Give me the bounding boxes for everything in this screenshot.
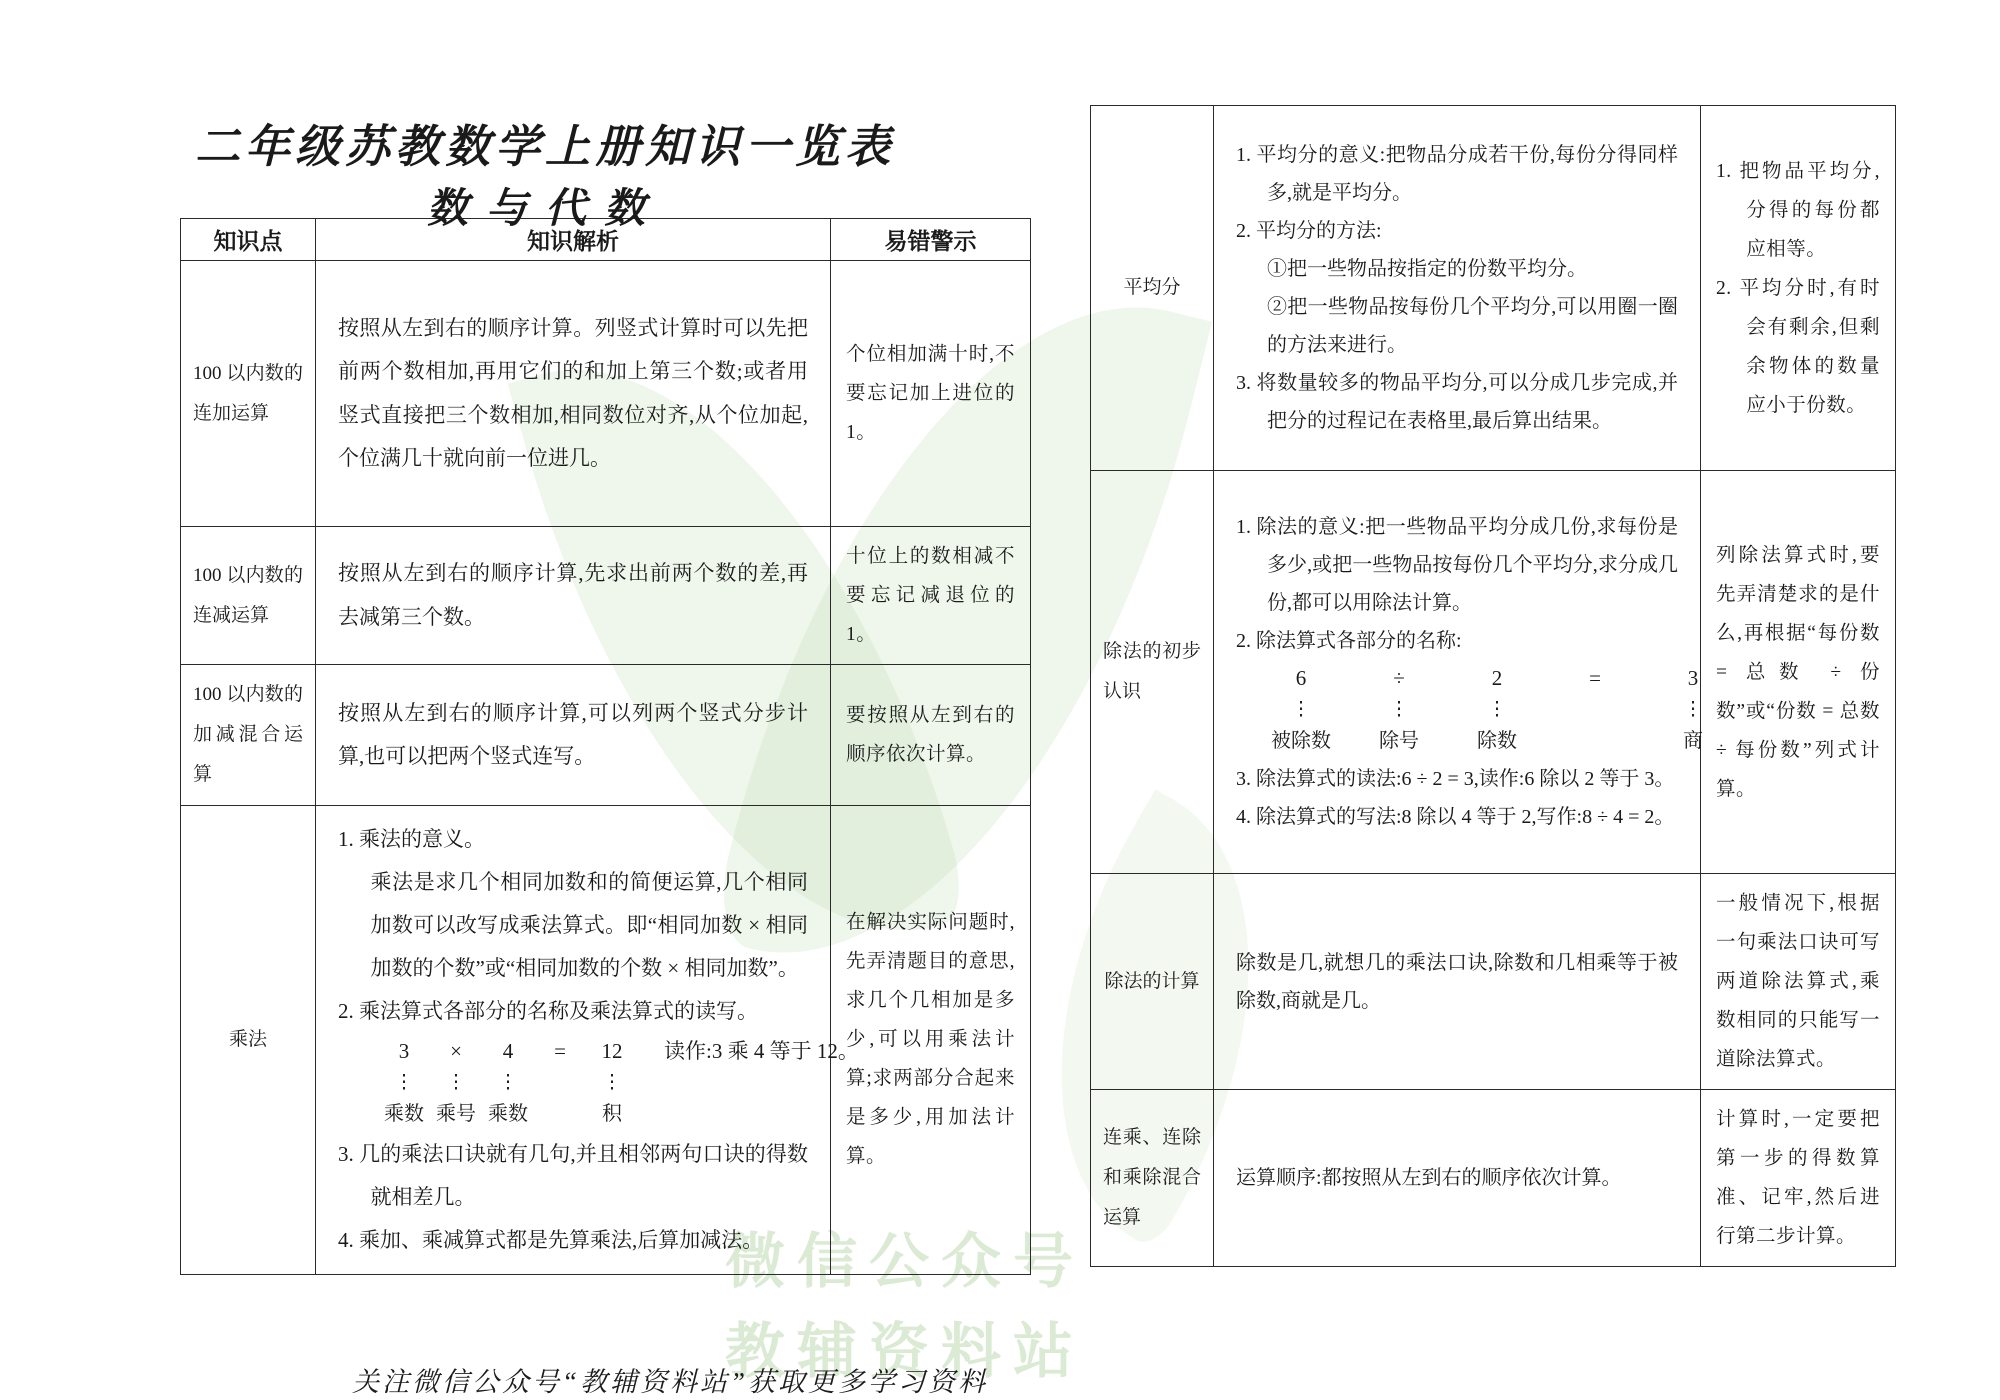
analysis-cell [316,527,831,665]
watermark-text-line2: 教辅资料站 [725,1318,1085,1385]
analysis-cell [1214,106,1701,471]
term-label: 除数 [1477,730,1517,753]
text-line: 1. 平均分的意义:把物品分成若干份,每份分得同样多,就是平均分。 [1236,144,1678,204]
ellipsis-connector: ⋮ [1487,698,1507,720]
table-row [181,261,1031,527]
equation-diagram [378,1035,859,1131]
point-cell: 乘法 [181,805,316,1274]
ellipsis-connector: ⋮ [1683,698,1703,720]
table-row [181,805,1031,1274]
text-line: 按照从左到右的顺序计算,先求出前两个数的差,再去减第三个数。 [338,561,808,629]
equation-column [378,1035,430,1131]
equation-term: = [1589,665,1601,690]
text-line: 3. 将数量较多的物品平均分,可以分成几步完成,并把分的过程记在表格里,最后算出结果。 [1236,372,1678,432]
text-line: 要按照从左到右的顺序依次计算。 [846,704,1015,765]
watermark-text-line1: 微信公众号 [725,1228,1085,1295]
column-header: 易错警示 [831,219,1031,261]
ellipsis-connector: ⋮ [446,1071,466,1093]
table-row [1091,106,1896,471]
term-label: 商 [1683,730,1703,753]
text-line: 运算顺序:都按照从左到右的顺序依次计算。 [1236,1167,1622,1189]
text-line: 2. 除法算式各部分的名称: [1236,629,1462,652]
term-label: 乘数 [384,1103,424,1125]
column-header: 知识解析 [316,219,831,261]
text-line: 2. 乘法算式各部分的名称及乘法算式的读写。 [338,998,758,1023]
text-line: ①把一些物品按指定的份数平均分。 [1267,258,1587,280]
warning-cell [831,665,1031,806]
analysis-cell [1214,471,1701,874]
text-line: 列除法算式时,要先弄清楚求的是什么,再根据“每份数 = 总数 ÷ 份数”或“份数 = 总数 ÷ 每份数”列式计算。 [1716,544,1880,800]
text-line: 一般情况下,根据一句乘法口诀可写两道除法算式,乘数相同的只能写一道除法算式。 [1716,893,1880,1070]
point-cell: 100 以内数的连加运算 [181,261,316,527]
point-cell: 除法的计算 [1091,874,1214,1090]
point-cell: 100 以内数的加减混合运算 [181,665,316,806]
table-row [181,665,1031,806]
equation-note: 读作:3 乘 4 等于 12。 [664,1038,859,1063]
table-row [181,527,1031,665]
text-line: 3. 除法算式的读法:6 ÷ 2 = 3,读作:6 除以 2 等于 3。 [1236,768,1675,791]
equation-column [1546,662,1644,724]
ellipsis-connector: ⋮ [394,1071,414,1093]
term-label: 被除数 [1271,730,1331,753]
equation-column [586,1035,638,1131]
knowledge-table-right [1090,105,1896,1267]
ellipsis-connector: ⋮ [602,1071,622,1093]
equation-diagram [1252,662,1703,758]
equation-term: 4 [502,1038,514,1063]
equation-term: 2 [1491,665,1503,690]
text-line: 在解决实际问题时,先弄清题目的意思,求几个几相加是多少,可以用乘法计算;求两部分合起来是多少,用加法计算。 [846,912,1015,1168]
point-cell: 平均分 [1091,106,1214,471]
equation-term: 3 [398,1038,410,1063]
warning-cell [831,261,1031,527]
equation-term: ÷ [1393,665,1405,690]
point-cell: 连乘、连除和乘除混合运算 [1091,1090,1214,1267]
equation-term: 6 [1295,665,1307,690]
warning-cell [831,527,1031,665]
equation-term: 12 [601,1038,623,1063]
text-line: 3. 几的乘法口诀就有几句,并且相邻两句口诀的得数就相差几。 [338,1142,808,1210]
equation-term: = [554,1038,566,1063]
equation-column [534,1035,586,1097]
warning-cell [1701,874,1896,1090]
equation-column [1350,662,1448,758]
term-label: 积 [602,1103,622,1125]
analysis-cell [1214,874,1701,1090]
text-line: 计算时,一定要把第一步的得数算准、记牢,然后进行第二步计算。 [1716,1109,1880,1247]
equation-term: 3 [1687,665,1699,690]
section-title: 数与代数 [427,185,663,231]
warning-cell [831,805,1031,1274]
equation-column [1252,662,1350,758]
text-line: 4. 除法算式的写法:8 除以 4 等于 2,写作:8 ÷ 4 = 2。 [1236,806,1675,829]
text-line: 乘法是求几个相同加数和的简便运算,几个相同加数可以改写成乘法算式。即“相同加数 × 相同加数的个数”或“相同加数的个数 × 相同加数”。 [370,869,808,980]
analysis-cell [316,261,831,527]
equation-column [482,1035,534,1131]
analysis-cell [316,665,831,806]
equation-term: × [450,1038,462,1063]
text-line: 1. 乘法的意义。 [338,826,485,851]
term-label: 除号 [1379,730,1419,753]
table-row [1091,1090,1896,1267]
term-label: 乘数 [488,1103,528,1125]
ellipsis-connector: ⋮ [1291,698,1311,720]
column-header: 知识点 [181,219,316,261]
text-line: 除数是几,就想几的乘法口诀,除数和几相乘等于被除数,商就是几。 [1236,951,1678,1012]
table-row [1091,471,1896,874]
text-line: ②把一些物品按每份几个平均分,可以用圈一圈的方法来进行。 [1267,296,1678,356]
text-line: 个位相加满十时,不要忘记加上进位的1。 [846,344,1015,443]
text-line: 1. 把物品平均分,分得的每份都应相等。 [1716,160,1880,260]
point-cell: 100 以内数的连减运算 [181,527,316,665]
table-row [1091,874,1896,1090]
text-line: 按照从左到右的顺序计算。列竖式计算时可以先把前两个数相加,再用它们的和加上第三个数;或者用竖式直接把三个数相加,相同数位对齐,从个位加起,个位满几十就向前一位进几。 [338,316,808,470]
text-line: 4. 乘加、乘减算式都是先算乘法,后算加减法。 [338,1228,764,1253]
text-line: 十位上的数相减不要忘记减退位的1。 [846,546,1015,645]
ellipsis-connector: ⋮ [1389,698,1409,720]
footer-note: 关注微信公众号“教辅资料站”获取更多学习资料 [351,1367,989,1397]
knowledge-table-left [180,218,1031,1275]
analysis-cell [316,805,859,1274]
text-line: 1. 除法的意义:把一些物品平均分成几份,求每份是多少,或把一些物品按每份几个平均分,求分成几份,都可以用除法计算。 [1236,515,1678,614]
text-line: 2. 平均分时,有时会有剩余,但剩余物体的数量应小于份数。 [1716,277,1880,416]
warning-cell [1701,106,1896,471]
ellipsis-connector: ⋮ [498,1071,518,1093]
analysis-cell [1214,1090,1701,1267]
term-label: 乘号 [436,1103,476,1125]
text-line: 按照从左到右的顺序计算,可以列两个竖式分步计算,也可以把两个竖式连写。 [338,700,808,768]
point-cell: 除法的初步认识 [1091,471,1214,874]
equation-column [1448,662,1546,758]
page-title: 二年级苏教数学上册知识一览表 [195,122,896,172]
warning-cell [1701,1090,1896,1267]
warning-cell [1701,471,1896,874]
text-line: 2. 平均分的方法: [1236,220,1382,242]
equation-column [430,1035,482,1131]
